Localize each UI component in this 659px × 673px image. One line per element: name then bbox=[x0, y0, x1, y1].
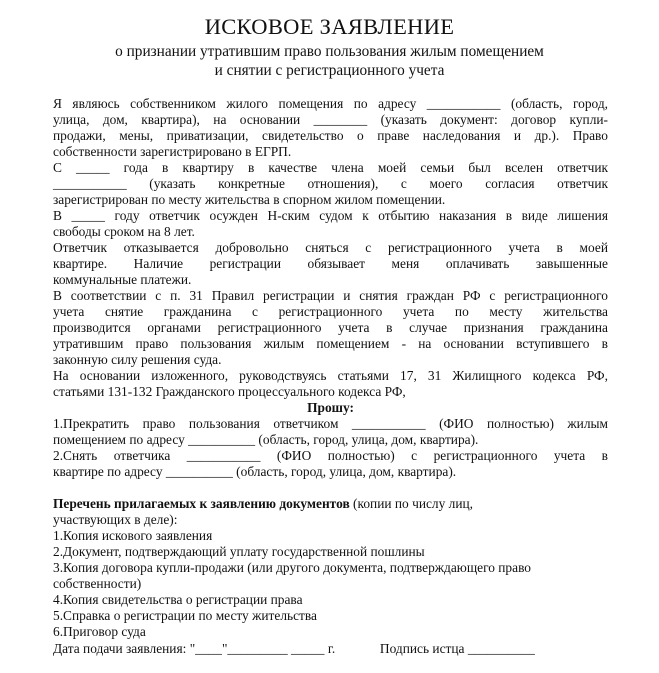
body-line: статьями 131-132 Гражданского процессуального кодекса РФ, bbox=[53, 384, 406, 399]
request-line: помещением по адресу __________ (область, город, улица, дом, квартира). bbox=[53, 432, 479, 447]
body-line: зарегистрирован по месту жительства в спорном жилом помещении. bbox=[53, 192, 446, 207]
attachment-item: собственности) bbox=[53, 576, 142, 591]
attachment-item: 4.Копия свидетельства о регистрации права bbox=[53, 592, 303, 607]
body-line: продажи, мены, приватизации, свидетельство о праве наследования и др.). Право bbox=[53, 128, 608, 143]
attachments-heading-bold: Перечень прилагаемых к заявлению документов bbox=[53, 496, 350, 511]
body-line: ___________ (указать конкретные отношения), с моего согласия ответчик bbox=[53, 176, 608, 191]
body-line: собственности зарегистрировано в ЕГРП. bbox=[53, 144, 292, 159]
body-line: законную силу решения суда. bbox=[53, 352, 222, 367]
body-line: свободы сроком на 8 лет. bbox=[53, 224, 195, 239]
body-line: В _____ году ответчик осужден Н-ским судом к отбытию наказания в виде лишения bbox=[53, 208, 608, 223]
body-line: С _____ года в квартиру в качестве члена моей семьи был вселен ответчик bbox=[53, 160, 608, 175]
attachment-item: 6.Приговор суда bbox=[53, 624, 146, 639]
attachment-item: 2.Документ, подтверждающий уплату государственной пошлины bbox=[53, 544, 425, 559]
body-line: улица, дом, квартира), на основании ________ (указать документ: договор купли- bbox=[53, 112, 608, 127]
attachment-item: 3.Копия договора купли-продажи (или другого документа, подтверждающего право bbox=[53, 560, 531, 575]
body-line: В соответствии с п. 31 Правил регистрации и снятия граждан РФ с регистрационного bbox=[53, 288, 608, 303]
attachments-heading-note: (копии по числу лиц, bbox=[353, 496, 474, 511]
body-line: Ответчик отказывается добровольно сняться с регистрационного учета в моей bbox=[53, 240, 608, 255]
submission-date-label: Дата подачи заявления: "____"_________ _____ г. bbox=[53, 641, 336, 656]
document-title: ИСКОВОЕ ЗАЯВЛЕНИЕ bbox=[204, 14, 455, 39]
body-line: На основании изложенного, руководствуясь статьями 17, 31 Жилищного кодекса РФ, bbox=[53, 368, 608, 383]
attachment-item: 1.Копия искового заявления bbox=[53, 528, 213, 543]
request-line: 1.Прекратить право пользования ответчиком ___________ (ФИО полностью) жилым bbox=[53, 416, 608, 431]
request-line: квартире по адресу __________ (область, город, улица, дом, квартира). bbox=[53, 464, 457, 479]
body-line: учета снятие гражданина с регистрационного учета по месту жительства bbox=[53, 304, 608, 319]
request-heading: Прошу: bbox=[307, 400, 354, 415]
request-line: 2.Снять ответчика ___________ (ФИО полностью) с регистрационного учета в bbox=[53, 448, 608, 463]
document-subtitle-line-1: о признании утратившим право пользования жилым помещением bbox=[115, 43, 544, 60]
attachments-heading-line-2: участвующих в деле): bbox=[53, 512, 178, 527]
body-line: производится органами регистрационного учета в случае признания гражданина bbox=[53, 320, 608, 335]
plaintiff-signature-label: Подпись истца __________ bbox=[379, 641, 535, 656]
attachment-item: 5.Справка о регистрации по месту жительства bbox=[53, 608, 317, 623]
attachments-heading bbox=[53, 496, 608, 513]
body-line: квартире. Наличие регистрации обязывает меня оплачивать завышенные bbox=[53, 256, 608, 271]
document-subtitle-line-2: и снятии с регистрационного учета bbox=[214, 62, 445, 79]
body-line: утратившим право пользования жилым помещением - на основании вступившего в bbox=[53, 336, 608, 351]
body-line: Я являюсь собственником жилого помещения по адресу ___________ (область, город, bbox=[53, 96, 608, 111]
footer-row bbox=[53, 641, 608, 658]
body-line: коммунальные платежи. bbox=[53, 272, 192, 287]
